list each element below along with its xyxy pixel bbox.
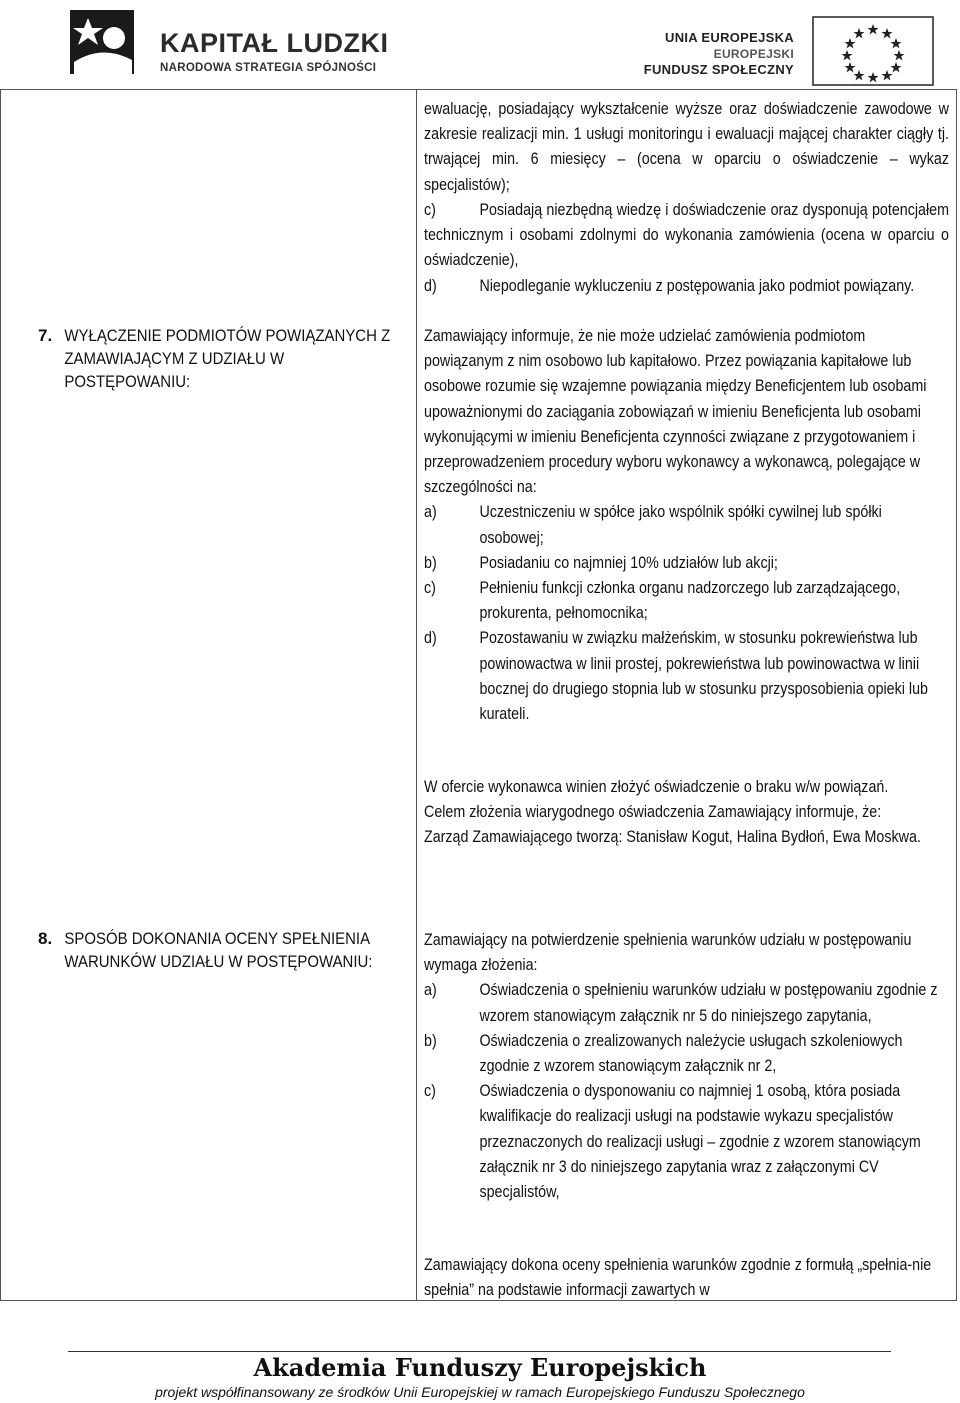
section-7-title: WYŁĄCZENIE PODMIOTÓW POWIĄZANYCH Z ZAMAWIAJĄCYM Z UDZIAŁU W POSTĘPOWANIU: xyxy=(64,326,391,391)
kapital-ludzki-logo xyxy=(62,4,142,84)
s7-item-b xyxy=(424,550,945,575)
page-header xyxy=(0,0,960,90)
s7-item-c xyxy=(424,575,945,625)
s7-item-b-label: b) xyxy=(424,552,437,572)
section-7-statement xyxy=(424,774,954,850)
condition-c-paragraph xyxy=(424,197,949,273)
footer-title: Akademia Funduszy Europejskich xyxy=(253,1353,707,1382)
eu-line-2: EUROPEJSKI xyxy=(713,47,794,61)
section-7-number: 7. xyxy=(38,326,53,345)
section-8-final xyxy=(424,1252,954,1302)
eu-line-3: FUNDUSZ SPOŁECZNY xyxy=(643,62,794,77)
condition-d-text: Niepodleganie wykluczeniu z postępowania jako podmiot powiązany. xyxy=(479,275,915,295)
s7-item-c-label: c) xyxy=(424,578,436,598)
s7-offer-text: W ofercie wykonawca winien złożyć oświadczenie o braku w/w powiązań. xyxy=(424,777,889,796)
s8-item-b-text: Oświadczenia o zrealizowanych należycie usługach szkoleniowych zgodnie z wzorem stanowiącym załącznik nr 2, xyxy=(479,1030,903,1076)
section-7-heading xyxy=(38,324,391,393)
s7-item-d-label: d) xyxy=(424,628,437,648)
s7-purpose-text: Celem złożenia wiarygodnego oświadczenia Zamawiający informuje, że: xyxy=(424,802,882,822)
s7-board-text: Zarząd Zamawiającego tworzą: Stanisław Kogut, Halina Bydłoń, Ewa Moskwa. xyxy=(424,827,921,847)
condition-c-block xyxy=(424,197,954,298)
s8-item-a xyxy=(424,977,945,1027)
footer-divider xyxy=(68,1351,891,1352)
s8-item-c-label: c) xyxy=(424,1081,436,1101)
s8-item-b xyxy=(424,1028,945,1078)
eu-flag-icon xyxy=(812,16,934,86)
s8-item-a-text: Oświadczenia o spełnieniu warunków udziału w postępowaniu zgodnie z wzorem stanowiącym załącznik nr 5 do niniejszego zapytania, xyxy=(479,980,938,1025)
s8-final-text: Zamawiający dokona oceny spełnienia warunków zgodnie z formułą „spełnia-nie spełnia” na podstawie informacji zawartych w xyxy=(424,1255,932,1300)
section-8-number: 8. xyxy=(38,929,53,948)
s7-item-d-text: Pozostawaniu w związku małżeńskim, w stosunku pokrewieństwa lub powinowactwa w linii prostej, pokrewieństwa lub powinowactwa w linii bocznej do drugiego stopnia lub w stosunku przysposobienia opieki lub kurateli. xyxy=(479,628,928,724)
eu-line-1: UNIA EUROPEJSKA xyxy=(665,30,794,45)
s7-item-a xyxy=(424,499,945,549)
condition-c-label: c) xyxy=(424,199,436,219)
condition-c-text: Posiadają niezbędną wiedzę i doświadczenie oraz dysponują potencjałem technicznym i osobami zdolnymi do wykonania zamówienia (ocena w oparciu o oświadczenie), xyxy=(424,200,949,270)
kapital-ludzki-subtitle: NARODOWA STRATEGIA SPÓJNOŚCI xyxy=(160,62,377,74)
section-8-heading xyxy=(38,927,378,973)
s8-item-c-text: Oświadczenia o dysponowaniu co najmniej 1 osobą, która posiada kwalifikacje do realizacji usługi na podstawie wykazu specjalistów przeznaczonych do realizacji usługi – zgodnie z wzorem stanowiącym załącznik nr 3 do niniejszego zapytania wraz z załączonymi CV specjalistów, xyxy=(479,1081,921,1202)
s8-item-a-label: a) xyxy=(424,980,437,1000)
section-8-intro: Zamawiający na potwierdzenie spełnienia warunków udziału w postępowaniu wymaga złożenia: xyxy=(424,930,912,975)
section-7-intro: Zamawiający informuje, że nie może udzielać zamówienia podmiotom powiązanym z nim osobowo lub kapitałowo. Przez powiązania kapitałowe lub osobowe rozumie się wzajemne powiązania między Beneficjentem lub osobami upoważnionymi do zaciągania zobowiązań w imieniu Beneficjenta lub osobami wykonującymi w imieniu Beneficjenta czynności związane z przygotowaniem i przeprowadzeniem procedury wyboru wykonawcy a wykonawcą, polegające w szczególności na: xyxy=(424,326,927,497)
continuation-paragraph: ewaluację, posiadający wykształcenie wyższe oraz doświadczenie zawodowe w zakresie realizacji min. 1 usługi monitoringu i ewaluacji mającej charakter ciągły tj. trwającej min. 6 miesięcy – (ocena w oparciu o oświadczenie – wykaz specjalistów); xyxy=(424,99,949,194)
s7-item-d xyxy=(424,625,945,726)
footer-subtitle: projekt współfinansowany ze środków Unii Europejskiej w ramach Europejskiego Funduszu Społecznego xyxy=(155,1384,805,1400)
condition-d xyxy=(424,273,949,298)
s7-item-c-text: Pełnieniu funkcji członka organu nadzorczego lub zarządzającego, prokurenta, pełnomocnika; xyxy=(479,578,901,623)
column-divider xyxy=(416,90,417,1300)
eu-wordmark xyxy=(644,30,794,78)
section-8-title: SPOSÓB DOKONANIA OCENY SPEŁNIENIA WARUNKÓW UDZIAŁU W POSTĘPOWANIU: xyxy=(64,929,373,971)
section-8-body xyxy=(424,927,954,1204)
s7-item-b-text: Posiadaniu co najmniej 10% udziałów lub akcji; xyxy=(479,552,778,572)
s8-item-c xyxy=(424,1078,945,1204)
s7-item-a-text: Uczestniczeniu w spółce jako wspólnik spółki cywilnej lub spółki osobowej; xyxy=(479,502,882,547)
kapital-ludzki-wordmark xyxy=(160,28,388,74)
s8-item-b-label: b) xyxy=(424,1030,437,1050)
s7-item-a-label: a) xyxy=(424,502,437,522)
section-7-body xyxy=(424,323,954,726)
kapital-ludzki-title: KAPITAŁ LUDZKI xyxy=(160,28,389,58)
condition-d-label: d) xyxy=(424,275,437,295)
